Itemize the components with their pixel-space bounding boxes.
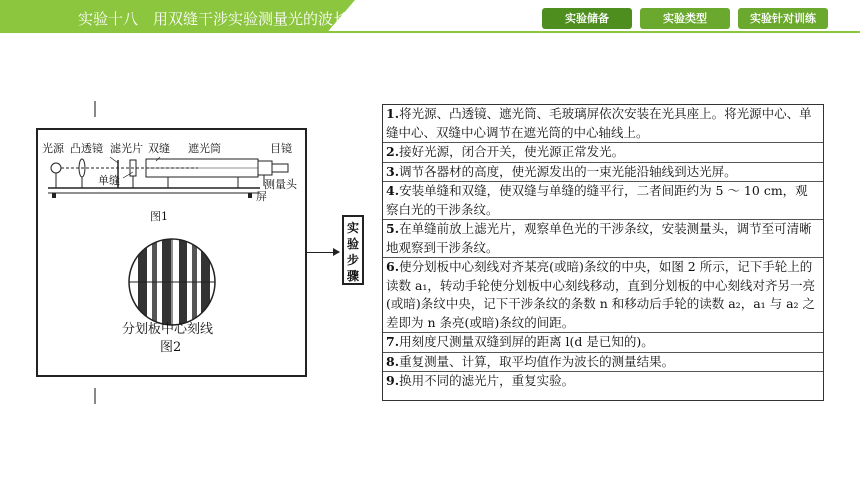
step-row: 7.用刻度尺测量双缝到屏的距离 l(d 是已知的)。 [383, 333, 823, 353]
label-hood: 遮光筒 [188, 142, 221, 155]
nav-button-prep[interactable]: 实验储备 [542, 8, 632, 29]
steps-table [382, 104, 824, 401]
label-eyepiece: 目镜 [270, 142, 292, 155]
header-bar [0, 0, 860, 33]
arrow-to-steps [305, 252, 339, 253]
steps-label-box: 实验步骤 [342, 215, 364, 285]
step-row: 3.调节各器材的高度，使光源发出的一束光能沿轴线到达光屏。 [383, 163, 823, 183]
caption-fig1: 图1 [150, 210, 168, 223]
step-row: 5.在单缝前放上滤光片，观察单色光的干涉条纹，安装测量头，调节至可清晰地观察到干涉条纹。 [383, 220, 823, 258]
step-row: 4.安装单缝和双缝，使双缝与单缝的缝平行，二者间距约为 5 ～ 10 cm，观察白光的干涉条纹。 [383, 182, 823, 220]
margin-tick-bottom [94, 388, 96, 404]
label-reticle: 分划板中心刻线 [122, 322, 214, 337]
step-row: 8.重复测量、计算，取平均值作为波长的测量结果。 [383, 353, 823, 373]
label-convex-lens: 凸透镜 [70, 142, 103, 155]
label-single-slit: 单缝 [98, 174, 120, 187]
step-row: 2.接好光源，闭合开关，使光源正常发光。 [383, 143, 823, 163]
label-filter: 滤光片 [110, 142, 143, 155]
nav-button-practice[interactable]: 实验针对训练 [738, 8, 828, 29]
step-row: 1.将光源、凸透镜、遮光筒、毛玻璃屏依次安装在光具座上。将光源中心、单缝中心、双缝中心调节在遮光筒的中心轴线上。 [383, 105, 823, 143]
page-title: 实验十八 用双缝干涉实验测量光的波长 [78, 10, 349, 28]
apparatus-figure [36, 128, 307, 377]
step-row: 9.换用不同的滤光片，重复实验。 [386, 373, 575, 388]
label-double-slit: 双缝 [148, 142, 170, 155]
label-light-source: 光源 [42, 142, 64, 155]
step-row: 6.使分划板中心刻线对齐某亮(或暗)条纹的中央，如图 2 所示，记下手轮上的读数 a₁，转动手轮使分划板中心刻线移动，直到分划板的中心刻线对齐另一亮(或暗)条纹中央，记下干涉条纹的条数 n 和移动后手轮的读数 a₂，a₁ 与 a₂ 之差即为 n 条亮(或暗)条纹的间距。 [383, 258, 823, 333]
label-screen: 屏 [256, 190, 267, 203]
label-measuring-head: 测量头 [264, 178, 297, 191]
nav-button-types[interactable]: 实验类型 [640, 8, 730, 29]
header-rule [0, 31, 860, 33]
caption-fig2: 图2 [160, 340, 182, 355]
margin-tick-top [94, 101, 96, 117]
